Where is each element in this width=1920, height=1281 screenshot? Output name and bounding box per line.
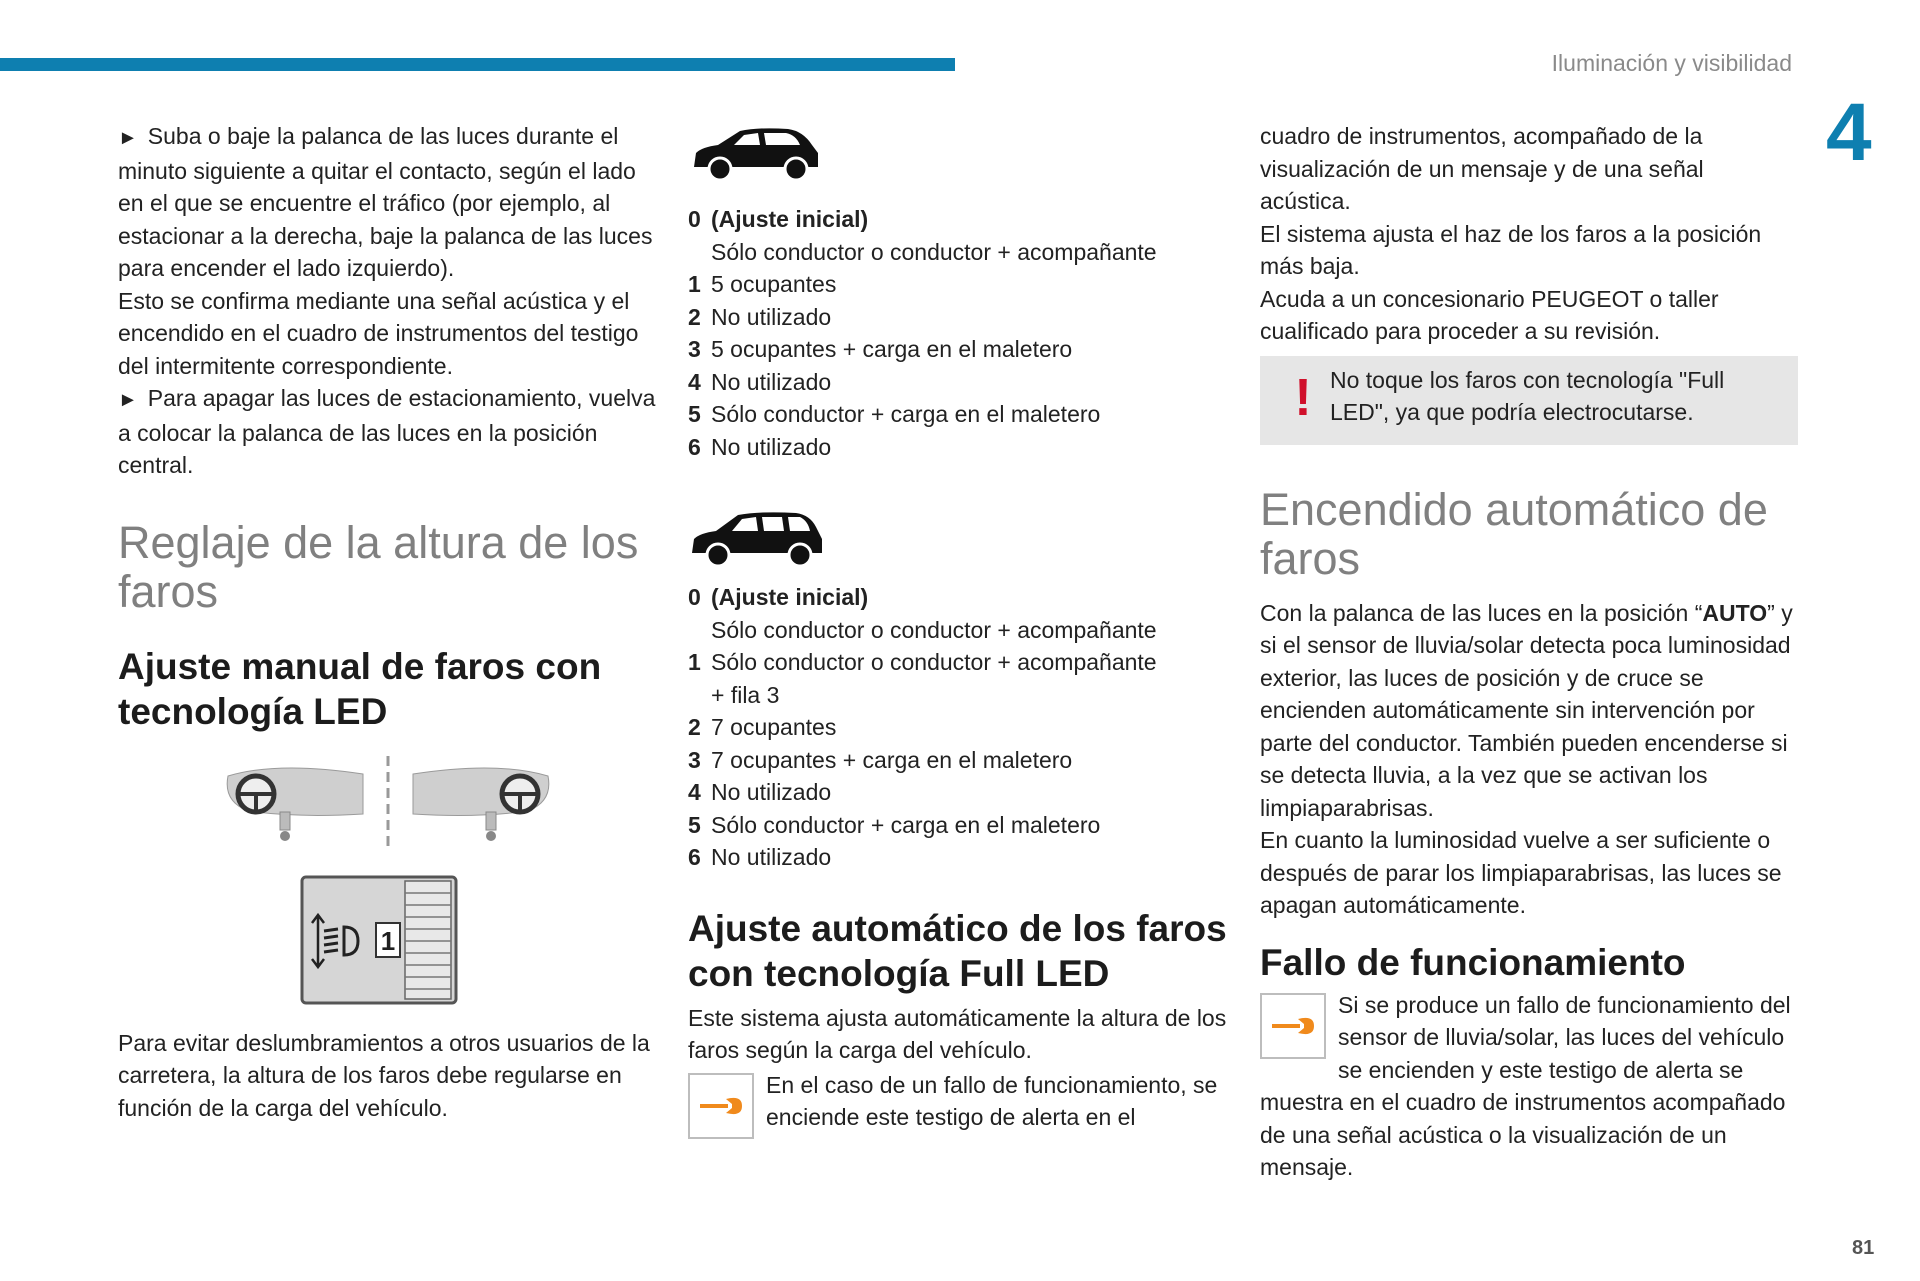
headlamp-dial[interactable] xyxy=(300,875,460,1007)
auto-label: AUTO xyxy=(1702,599,1768,626)
list-item-text: Sólo conductor o conductor + acompañante xyxy=(711,238,1157,265)
wrench-warning-lamp xyxy=(1260,993,1326,1059)
list-item-text: No utilizado xyxy=(711,368,832,395)
list-item-text: 5 ocupantes xyxy=(711,271,837,297)
list-item-text: (Ajuste inicial) xyxy=(711,584,869,610)
dashboard-illustration-icon xyxy=(218,756,558,851)
list-item-num xyxy=(688,679,711,712)
list-item-num: 4 xyxy=(688,779,701,805)
list-item-num: 0 xyxy=(688,584,701,610)
wrench-warning-lamp xyxy=(688,1073,754,1139)
list-item xyxy=(688,366,1228,399)
list-item xyxy=(688,614,1228,647)
paragraph-text: Para apagar las luces de estacionamiento, vuelva a colocar la palanca de las luces en la posición central. xyxy=(118,385,656,478)
list-item-num: 6 xyxy=(688,844,701,870)
paragraph-text: Con la palanca de las luces en la posición “ xyxy=(1260,599,1703,626)
dial-value: 1 xyxy=(380,925,396,956)
list-item-num xyxy=(688,614,711,647)
paragraph-encendido xyxy=(1260,597,1798,825)
chapter-number: 4 xyxy=(1826,87,1872,178)
list-item xyxy=(688,711,1228,744)
list-item-text: 5 ocupantes + carga en el maletero xyxy=(711,336,1073,362)
suv-7-seat-icon xyxy=(688,507,826,569)
paragraph-acuda: Acuda a un concesionario PEUGEOT o taller cualificado para proceder a su revisión. xyxy=(1260,285,1719,344)
list-item xyxy=(688,301,1228,334)
wrench-icon xyxy=(1270,1015,1316,1037)
list-item xyxy=(688,744,1228,777)
list-item-num: 5 xyxy=(688,811,701,838)
list-item xyxy=(688,431,1228,464)
list-item-num: 4 xyxy=(688,368,701,395)
list-item-text: No utilizado xyxy=(711,779,832,805)
list-item-text: (Ajuste inicial) xyxy=(711,206,869,232)
list-item-text: Sólo conductor + carga en el maletero xyxy=(711,401,1101,427)
fault-note xyxy=(688,1069,1228,1134)
bullet-arrow-icon: ► xyxy=(118,127,138,149)
list-item xyxy=(688,333,1228,366)
heading-encendido: Encendido automático de faros xyxy=(1260,483,1768,584)
paragraph-ajuste-automatico: Este sistema ajusta automáticamente la altura de los faros según la carga del vehículo. xyxy=(688,1004,1227,1063)
paragraph-text: Suba o baje la palanca de las luces durante el minuto siguiente a quitar el contacto, según el lado en el que se encuentre el tráfico (por ejemplo, al estacionar a la derecha, baje la palanca de las luces para encender el lado izquierdo). xyxy=(118,123,653,281)
list-item xyxy=(688,268,1228,301)
list-item-num: 5 xyxy=(688,401,701,427)
list-item-text: 7 ocupantes + carga en el maletero xyxy=(711,746,1073,773)
list-item-text: + fila 3 xyxy=(711,681,780,708)
column-middle xyxy=(688,120,1228,1143)
list-item-num: 3 xyxy=(688,336,701,362)
paragraph-bullet-2 xyxy=(118,382,658,482)
list-load-5-seat xyxy=(688,203,1228,463)
list-item-num: 2 xyxy=(688,714,701,740)
list-item-text: 7 ocupantes xyxy=(711,714,837,740)
section-header: Iluminación y visibilidad xyxy=(1551,50,1792,76)
bullet-arrow-icon: ► xyxy=(118,389,138,411)
list-item-num: 2 xyxy=(688,303,701,330)
list-item-text: No utilizado xyxy=(711,844,832,870)
page-number: 81 xyxy=(1852,1237,1875,1259)
list-item-num: 1 xyxy=(688,649,701,675)
warning-box xyxy=(1260,356,1798,445)
suv-5-seat-icon xyxy=(688,123,822,183)
list-item xyxy=(688,236,1228,269)
heading-ajuste-manual: Ajuste manual de faros con tecnología LED xyxy=(118,645,602,732)
list-item-num: 1 xyxy=(688,271,701,297)
header-accent-bar xyxy=(0,58,955,71)
list-item-text: Sólo conductor + carga en el maletero xyxy=(711,811,1101,838)
list-load-7-seat xyxy=(688,581,1228,874)
column-left xyxy=(118,120,658,1124)
heading-reglaje: Reglaje de la altura de los faros xyxy=(118,516,639,617)
list-item xyxy=(688,841,1228,874)
list-item xyxy=(688,679,1228,712)
paragraph-bullet-1 xyxy=(118,120,658,285)
warning-text: No toque los faros con tecnología "Full LED", ya que podría electrocutarse. xyxy=(1330,366,1725,425)
paragraph-haz: El sistema ajusta el haz de los faros a la posición más baja. xyxy=(1260,220,1762,279)
list-item-num xyxy=(688,236,711,269)
list-item xyxy=(688,646,1228,679)
fault-note-sensor xyxy=(1260,989,1798,1184)
list-item-text: Sólo conductor o conductor + acompañante xyxy=(711,616,1157,643)
paragraph-text: ” y si el sensor de lluvia/solar detecta poca luminosidad exterior, las luces de posición y de cruce se encienden automáticamente sin intervención por parte del conductor. También pueden encenderse si se detecta lluvia, a la vez que se activan los limpiaparabrisas. xyxy=(1260,599,1793,821)
list-item-num: 6 xyxy=(688,433,701,460)
paragraph-deslumbramiento: Para evitar deslumbramientos a otros usuarios de la carretera, la altura de los faros debe regularse en función de la carga del vehículo. xyxy=(118,1029,650,1121)
paragraph-luminosidad: En cuanto la luminosidad vuelve a ser suficiente o después de parar los limpiaparabrisas, las luces se apagan automáticamente. xyxy=(1260,827,1782,918)
heading-ajuste-automatico: Ajuste automático de los faros con tecnología Full LED xyxy=(688,907,1227,994)
list-item-text: No utilizado xyxy=(711,303,832,330)
list-item-text: Sólo conductor o conductor + acompañante xyxy=(711,649,1157,675)
exclamation-warning-icon: ! xyxy=(1294,368,1312,427)
paragraph-confirm: Esto se confirma mediante una señal acústica y el encendido en el cuadro de instrumentos del testigo del intermitente correspondiente. xyxy=(118,287,639,379)
list-item-num: 3 xyxy=(688,746,701,773)
list-item xyxy=(688,398,1228,431)
column-right xyxy=(1260,120,1798,1184)
list-item-text: No utilizado xyxy=(711,433,832,460)
list-item xyxy=(688,809,1228,842)
list-item xyxy=(688,776,1228,809)
list-item-num: 0 xyxy=(688,206,701,232)
paragraph-fallo-led: En el caso de un fallo de funcionamiento, se enciende este testigo de alerta en el xyxy=(766,1071,1218,1130)
paragraph-continuation: cuadro de instrumentos, acompañado de la visualización de un mensaje y de una señal acústica. xyxy=(1260,123,1704,214)
list-item xyxy=(688,203,1228,236)
list-item xyxy=(688,581,1228,614)
paragraph-fallo-sensor: Si se produce un fallo de funcionamiento del sensor de lluvia/solar, las luces del vehículo se encienden y este testigo de alerta se muestra en el cuadro de instrumentos acompañado de una señal acústica o la visualización de un mensaje. xyxy=(1260,991,1791,1180)
heading-fallo: Fallo de funcionamiento xyxy=(1260,941,1686,983)
wrench-icon xyxy=(698,1095,744,1117)
